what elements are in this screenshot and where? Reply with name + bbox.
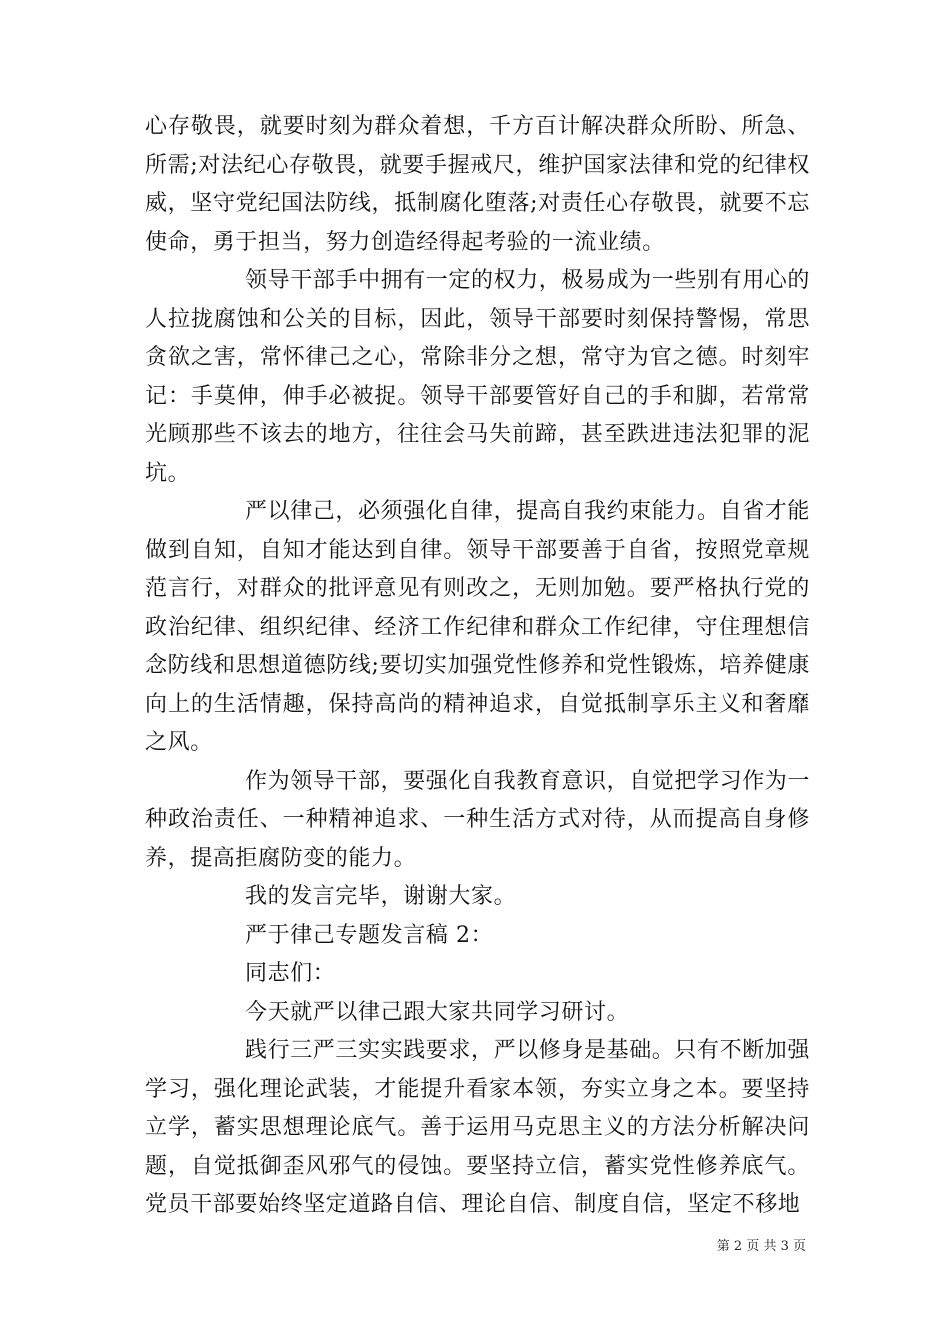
paragraph-education: 作为领导干部，要强化自我教育意识，自觉把学习作为一种政治责任、一种精神追求、一种生活方式对待，从而提高自身修养，提高拒腐防变的能力。	[145, 768, 811, 871]
paragraph-closing: 我的发言完毕，谢谢大家。	[245, 884, 517, 909]
paragraph-power: 领导干部手中拥有一定的权力，极易成为一些别有用心的人拉拢腐蚀和公关的目标，因此，领导干部要时刻保持警惕，常思贪欲之害，常怀律己之心，常除非分之想，常守为官之德。时刻牢记：手莫伸，伸手必被捉。领导干部要管好自己的手和脚，若常常光顾那些不该去的地方，往往会马失前蹄，甚至跌进违法犯罪的泥坑。	[145, 268, 811, 486]
paragraph-practice: 践行三严三实实践要求，严以修身是基础。只有不断加强学习，强化理论武装，才能提升看家本领，夯实立身之本。要坚持立学，蓄实思想理论底气。善于运用马克思主义的方法分析解决问题，自觉抵御歪风邪气的侵蚀。要坚持立信，蓄实党性修养底气。党员干部要始终坚定道路自信、理论自信、制度自信，坚定不移地	[145, 1038, 811, 1217]
paragraph-intro: 今天就严以律己跟大家共同学习研讨。	[245, 999, 630, 1025]
section-heading: 严于律己专题发言稿 2：	[245, 922, 494, 948]
paragraph-self-discipline: 严以律己，必须强化自律，提高自我约束能力。自省才能做到自知，自知才能达到自律。领导干部要善于自省，按照党章规范言行，对群众的批评意见有则改之，无则加勉。要严格执行党的政治纪律、组织纪律、经济工作纪律和群众工作纪律，守住理想信念防线和思想道德防线;要切实加强党性修养和党性锻炼，培养健康向上的生活情趣，保持高尚的精神追求，自觉抵制享乐主义和奢靡之风。	[145, 499, 811, 755]
paragraph-continuation: 心存敬畏，就要时刻为群众着想，千方百计解决群众所盼、所急、所需;对法纪心存敬畏，就要手握戒尺，维护国家法律和党的纪律权威，坚守党纪国法防线，抵制腐化堕落;对责任心存敬畏，就要不忘使命，勇于担当，努力创造经得起考验的一流业绩。	[145, 114, 810, 255]
salutation: 同志们：	[245, 961, 336, 986]
page-number-footer: 第 2 页 共 3 页	[716, 1239, 806, 1254]
document-body	[145, 108, 810, 1225]
